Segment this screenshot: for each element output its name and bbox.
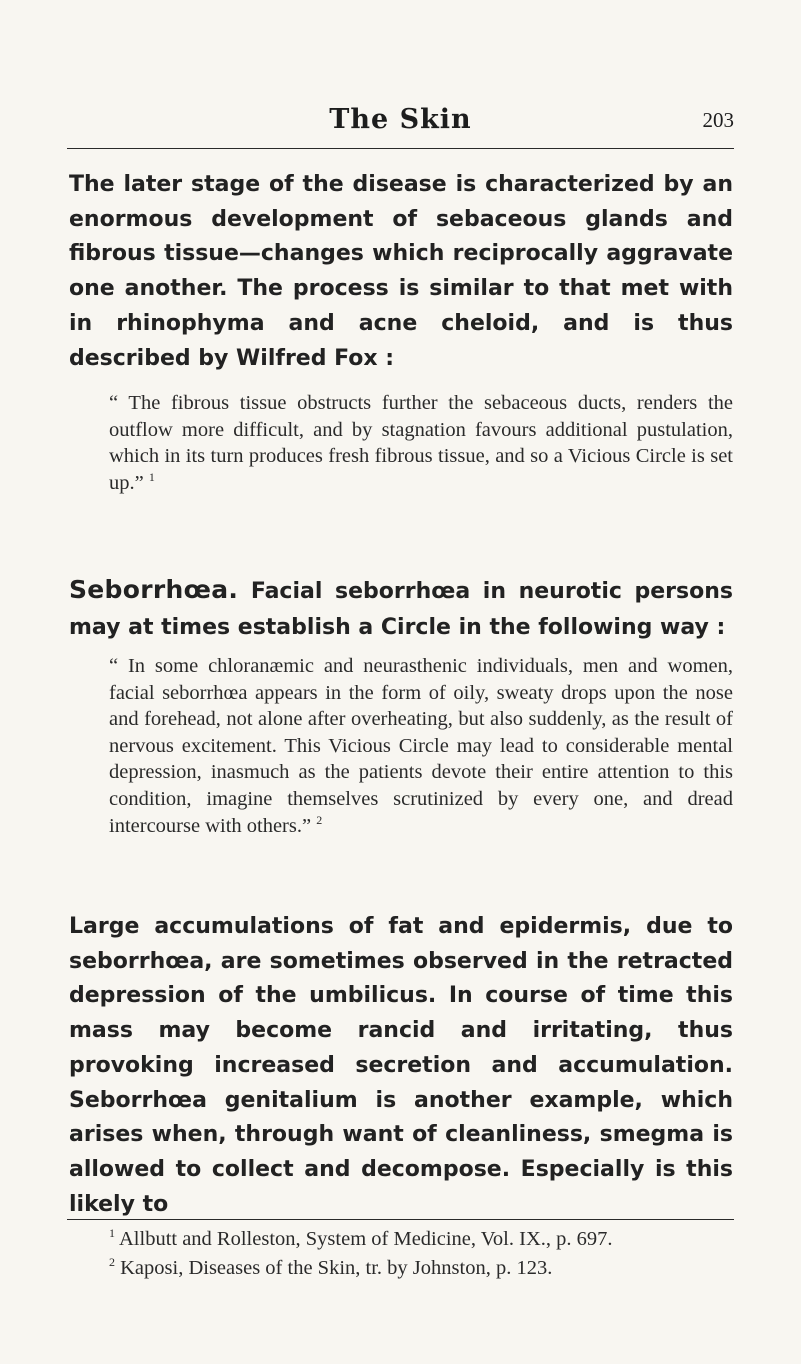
footnote-mark-1: 1: [109, 1226, 115, 1240]
paragraph-umbilicus: [69, 910, 733, 1222]
quote-2-text: “ In some chloranæmic and neurasthenic individuals, men and women, facial seborrhœa appears in the form of oily, sweaty drops upon the nose and forehead, not alone after overheating, but also suddenly, as the result of nervous excitement. This Vicious Circle may lead to considerable mental depression, inasmuch as the patients devote their entire attention to this condition, imagine themselves scrutinized by every one, and dread intercourse with others.”: [109, 655, 733, 837]
footnote-2-text: Kaposi, Diseases of the Skin, tr. by Johnston, p. 123.: [120, 1257, 553, 1279]
footnote-1: [109, 1228, 749, 1251]
running-title: The Skin: [329, 104, 472, 135]
quote-wilfred-fox: [109, 390, 733, 496]
running-head: [67, 100, 734, 149]
page-number: 203: [702, 108, 734, 132]
section-heading-seborrhoea: Seborrhœa.: [69, 575, 239, 604]
paragraph-fibrous-tissue: [69, 168, 733, 376]
quote-1-text: “ The fibrous tissue obstructs further the sebaceous ducts, renders the outflow more difficult, and by stagnation favours additional pustulation, which in its turn produces fresh fibrous tissue, and so a Vicious Circle is set up.”: [109, 392, 733, 494]
paragraph-3-text: Large accumulations of fat and epidermis, due to seborrhœa, are sometimes observed in the retracted depression of the umbilicus. In course of time this mass may become rancid and irritating, thus provoking increased secretion and accumulation. Seborrhœa genitalium is another example, which arises when, through want of cleanliness, smegma is allowed to collect and decompose. Especially is this likely to: [69, 914, 733, 1217]
paragraph-1-text: The later stage of the disease is characterized by an enormous development of sebaceous glands and fibrous tissue—changes which reciprocally aggravate one another. The process is similar to that met with in rhinophyma and acne cheloid, and is thus described by Wilfred Fox :: [69, 172, 733, 371]
footnote-mark-2: 2: [109, 1255, 115, 1269]
footnote-ref-2: 2: [316, 812, 323, 827]
footnote-2: [109, 1257, 749, 1280]
paragraph-2-text: Facial seborrhœa in neurotic persons may at times establish a Circle in the following way :: [69, 579, 733, 640]
footnote-rule: [67, 1219, 734, 1220]
footnote-1-text: Allbutt and Rolleston, System of Medicine, Vol. IX., p. 697.: [119, 1228, 613, 1250]
quote-kaposi: [109, 653, 733, 839]
paragraph-seborrhoea: [69, 572, 733, 646]
footnote-ref-1: 1: [148, 469, 155, 484]
